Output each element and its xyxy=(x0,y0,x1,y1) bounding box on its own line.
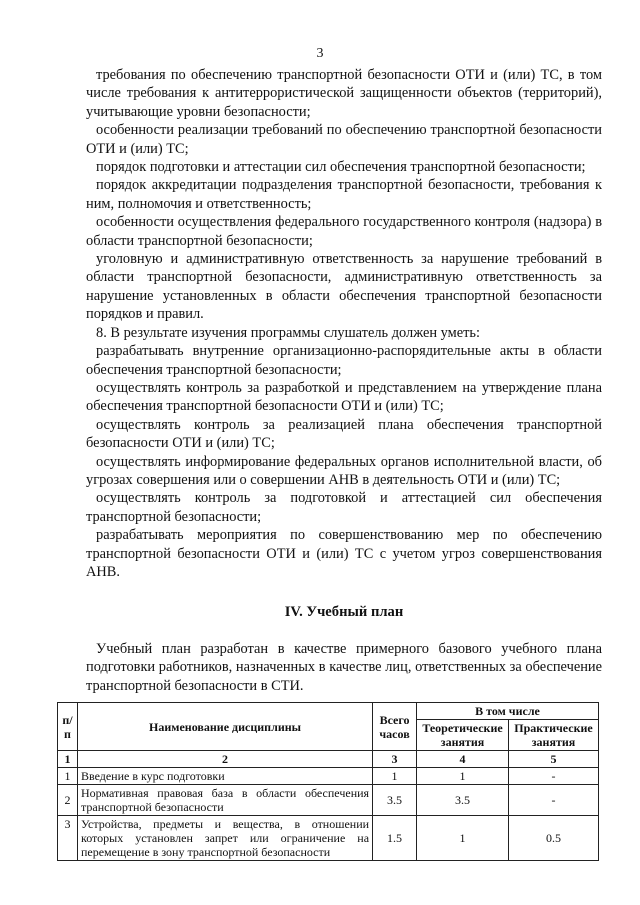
page-number: 3 xyxy=(316,46,324,61)
row-name: Устройства, предметы и вещества, в отношении которых установлен запрет или ограничение на перемещение в зону транспортной безопасности xyxy=(77,816,372,861)
paragraph: порядок аккредитации подразделения транспортной безопасности, требования к ним, полномочия и ответственность; xyxy=(86,177,602,212)
row-num: 3 xyxy=(58,816,78,861)
index-cell: 2 xyxy=(77,751,372,768)
row-practice: - xyxy=(509,768,599,785)
table-index-row xyxy=(58,751,599,768)
row-name: Нормативная правовая база в области обеспечения транспортной безопасности xyxy=(77,785,372,816)
paragraph: особенности осуществления федерального государственного контроля (надзора) в области транспортной безопасности; xyxy=(86,214,602,249)
row-practice: - xyxy=(509,785,599,816)
document-body xyxy=(86,66,602,695)
paragraph: порядок подготовки и аттестации сил обеспечения транспортной безопасности; xyxy=(96,159,586,176)
paragraph: 8. В результате изучения программы слушатель должен уметь: xyxy=(96,324,480,341)
header-practice: Практические занятия xyxy=(509,720,599,751)
paragraph: разрабатывать мероприятия по совершенствованию мер по обеспечению транспортной безопасности ОТИ и (или) ТС с учетом угроз совершенствования АНВ. xyxy=(86,527,602,580)
paragraph: требования по обеспечению транспортной безопасности ОТИ и (или) ТС, в том числе требования к антитеррористической защищенности объектов (территорий), учитывающие уровни безопасности; xyxy=(86,67,602,120)
paragraph: осуществлять контроль за реализацией плана обеспечения транспортной безопасности ОТИ и (или) ТС; xyxy=(86,416,602,452)
paragraph: уголовную и административную ответственность за нарушение требований в области транспортной безопасности, административную ответственность за нарушение установленных в области обеспечения транспортной безопасности порядков и правил. xyxy=(86,251,602,323)
row-total: 3.5 xyxy=(373,785,417,816)
row-num: 1 xyxy=(58,768,78,785)
paragraph: осуществлять контроль за подготовкой и аттестацией сил обеспечения транспортной безопасности; xyxy=(86,490,602,525)
index-cell: 4 xyxy=(417,751,509,768)
section-intro: Учебный план разработан в качестве примерного базового учебного плана подготовки работников, назначенных в качестве лиц, ответственных за обеспечение транспортной безопасности в СТИ. xyxy=(86,640,602,694)
table-header-row xyxy=(58,703,599,720)
row-theory: 1 xyxy=(417,816,509,861)
header-theory: Теоретические занятия xyxy=(417,720,509,751)
paragraph: разрабатывать внутренние организационно-распорядительные акты в области обеспечения транспортной безопасности; xyxy=(86,343,602,378)
index-cell: 5 xyxy=(509,751,599,768)
index-cell: 1 xyxy=(58,751,78,768)
paragraph: осуществлять контроль за разработкой и представлением на утверждение плана обеспечения транспортной безопасности ОТИ и (или) ТС; xyxy=(86,379,602,415)
table-row xyxy=(58,785,599,816)
paragraph: особенности реализации требований по обеспечению транспортной безопасности ОТИ и (или) ТС; xyxy=(86,122,602,157)
row-total: 1 xyxy=(373,768,417,785)
header-total: Всего часов xyxy=(373,703,417,751)
row-num: 2 xyxy=(58,785,78,816)
index-cell: 3 xyxy=(373,751,417,768)
curriculum-table xyxy=(57,702,599,861)
table-row xyxy=(58,816,599,861)
header-num: п/п xyxy=(58,703,78,751)
row-name: Введение в курс подготовки xyxy=(77,768,372,785)
header-group: В том числе xyxy=(417,703,599,720)
paragraph: осуществлять информирование федеральных органов исполнительной власти, об угрозах совершения или о совершении АНВ в деятельность ОТИ и (или) ТС; xyxy=(86,453,602,488)
row-total: 1.5 xyxy=(373,816,417,861)
row-theory: 3.5 xyxy=(417,785,509,816)
header-name: Наименование дисциплины xyxy=(77,703,372,751)
section-title: IV. Учебный план xyxy=(284,604,404,621)
row-practice: 0.5 xyxy=(509,816,599,861)
row-theory: 1 xyxy=(417,768,509,785)
table-row xyxy=(58,768,599,785)
